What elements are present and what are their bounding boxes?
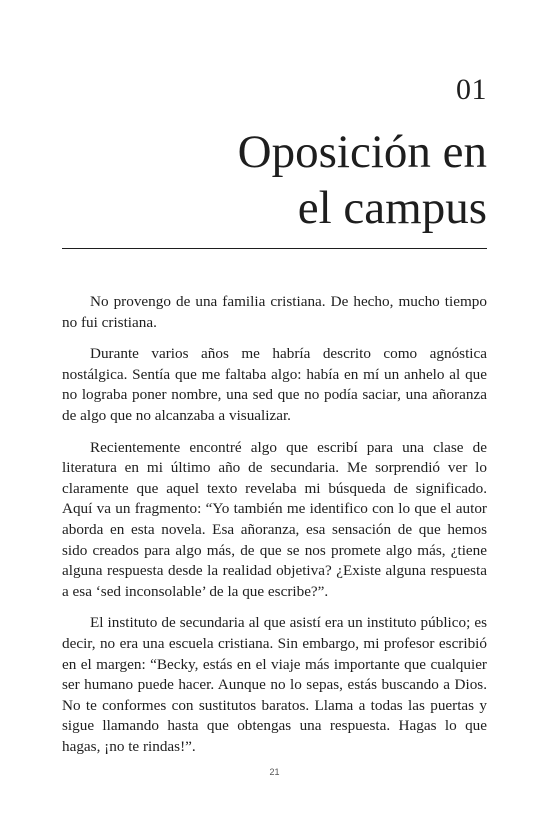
chapter-number: 01: [456, 73, 487, 106]
chapter-title-line-1: Oposición en: [237, 126, 487, 178]
page-number: 21: [269, 767, 280, 777]
chapter-title: [127, 124, 487, 236]
chapter-title-line-2: el campus: [297, 182, 487, 234]
paragraph: Durante varios años me habría descrito como agnóstica nostálgica. Sentía que me faltaba algo: había en mí un anhelo al que no lograba poner nombre, una sed que no podía saciar, una añoranza de algo que no alcanzaba a visualizar.: [62, 345, 487, 424]
body-text: [62, 292, 487, 768]
paragraph: Recientemente encontré algo que escribí para una clase de literatura en mi último año de secundaria. Me sorprendió ver lo claramente que aquel texto revelaba mi búsqueda de significado. Aquí va un fragmento: “Yo también me identifico con lo que el autor aborda en esta novela. Esa añoranza, esa sensación de que hemos sido creados para algo más, de que se nos promete algo más, ¿tiene alguna respuesta desde la realidad objetiva? ¿Existe alguna respuesta a esa ‘sed inconsolable’ de la que escribe?”.: [62, 438, 487, 600]
paragraph: No provengo de una familia cristiana. De hecho, mucho tiempo no fui cristiana.: [62, 293, 487, 331]
paragraph: El instituto de secundaria al que asistí era un instituto público; es decir, no era una escuela cristiana. Sin embargo, mi profesor escribió en el margen: “Becky, estás en el viaje más importante que cualquier ser humano puede hacer. Aunque no lo sepas, estás buscando a Dios. No te conformes con sustitutos baratos. Llama a todas las puertas y sigue llamando hasta que obtengas una respuesta. Hagas lo que hagas, ¡no te rindas!”.: [62, 614, 487, 755]
title-divider: [62, 248, 487, 249]
